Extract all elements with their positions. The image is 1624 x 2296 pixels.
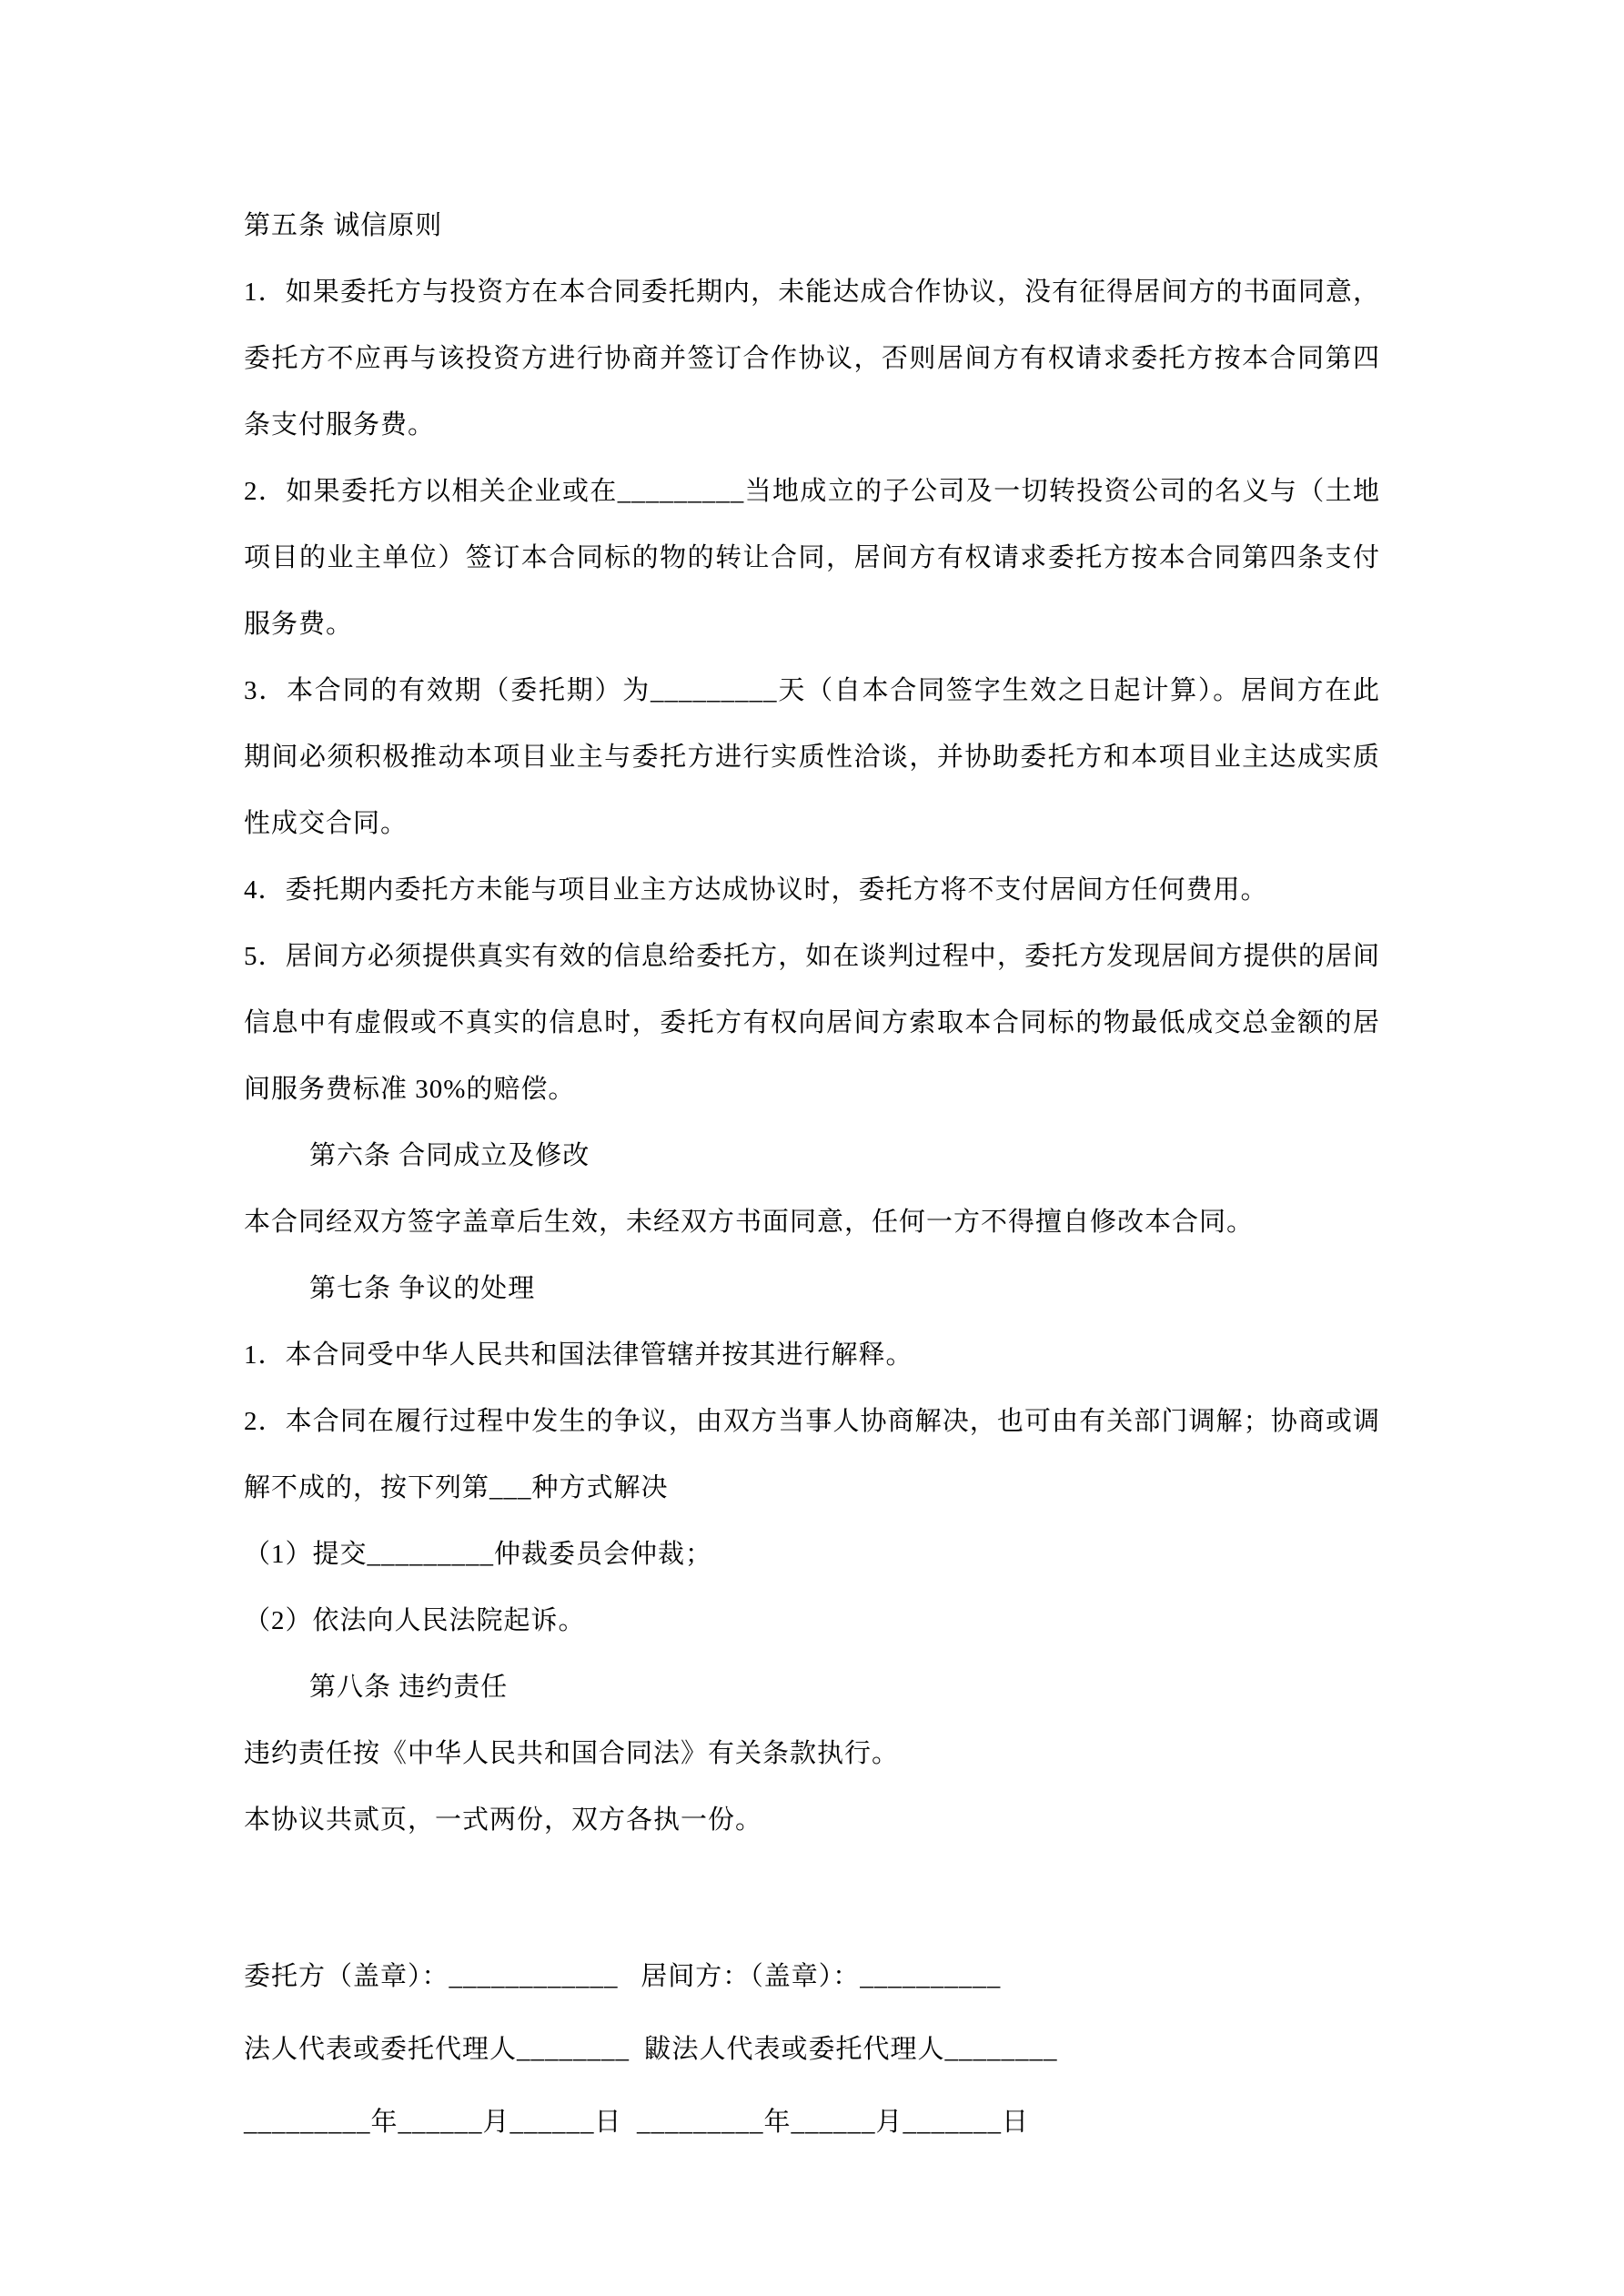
clause-7-2-option-1: （1）提交_________仲裁委员会仲裁； [244,1540,713,1569]
copies-note: 本协议共贰页，一式两份，双方各执一份。 [244,1805,763,1835]
clause-7-2: 2．本合同在履行过程中发生的争议，由双方当事人协商解决，也可由有关部门调解；协商或调解不成的，按下列第___种方式解决 [244,1407,1380,1502]
section-heading-5: 第五条 诚信原则 [244,211,443,240]
clause-7-1: 1．本合同受中华人民共和国法律管辖并按其进行解释。 [244,1340,913,1370]
signature-seal-line: 委托方（盖章）：____________ 居间方：（盖章）：__________ [244,1962,1002,1991]
clause-7-2-option-2: （2）依法向人民法院起诉。 [244,1606,586,1635]
clause-5-2: 2．如果委托方以相关企业或在_________当地成立的子公司及一切转投资公司的名义与（土地项目的业主单位）签订本合同标的物的转让合同，居间方有权请求委托方按本合同第四条支付服务费。 [244,477,1380,639]
signature-block [244,1940,1380,2159]
clause-5-1: 1．如果委托方与投资方在本合同委托期内，未能达成合作协议，没有征得居间方的书面同意，委托方不应再与该投资方进行协商并签订合作协议，否则居间方有权请求委托方按本合同第四条支付服务费。 [244,278,1380,440]
contract-body [244,193,1380,2159]
section-heading-6: 第六条 合同成立及修改 [309,1141,590,1170]
clause-6-1: 本合同经双方签字盖章后生效，未经双方书面同意，任何一方不得擅自修改本合同。 [244,1208,1255,1237]
signature-representative-line: 法人代表或委托代理人________ 鼥法人代表或委托代理人________ [244,2035,1058,2064]
section-heading-7: 第七条 争议的处理 [309,1274,536,1303]
clause-8-1: 违约责任按《中华人民共和国合同法》有关条款执行。 [244,1739,900,1768]
section-heading-8: 第八条 违约责任 [309,1673,509,1702]
clause-5-4: 4．委托期内委托方未能与项目业主方达成协议时，委托方将不支付居间方任何费用。 [244,875,1268,905]
clause-5-5: 5．居间方必须提供真实有效的信息给委托方，如在谈判过程中，委托方发现居间方提供的居间信息中有虚假或不真实的信息时，委托方有权向居间方索取本合同标的物最低成交总金额的居间服务费标准 30%的赔偿。 [244,942,1380,1104]
clause-5-3: 3．本合同的有效期（委托期）为_________天（自本合同签字生效之日起计算）。居间方在此期间必须积极推动本项目业主与委托方进行实质性洽谈，并协助委托方和本项目业主达成实质性成交合同。 [244,676,1380,838]
signature-date-line: _________年______月______日 _________年______月_______日 [244,2108,1030,2137]
